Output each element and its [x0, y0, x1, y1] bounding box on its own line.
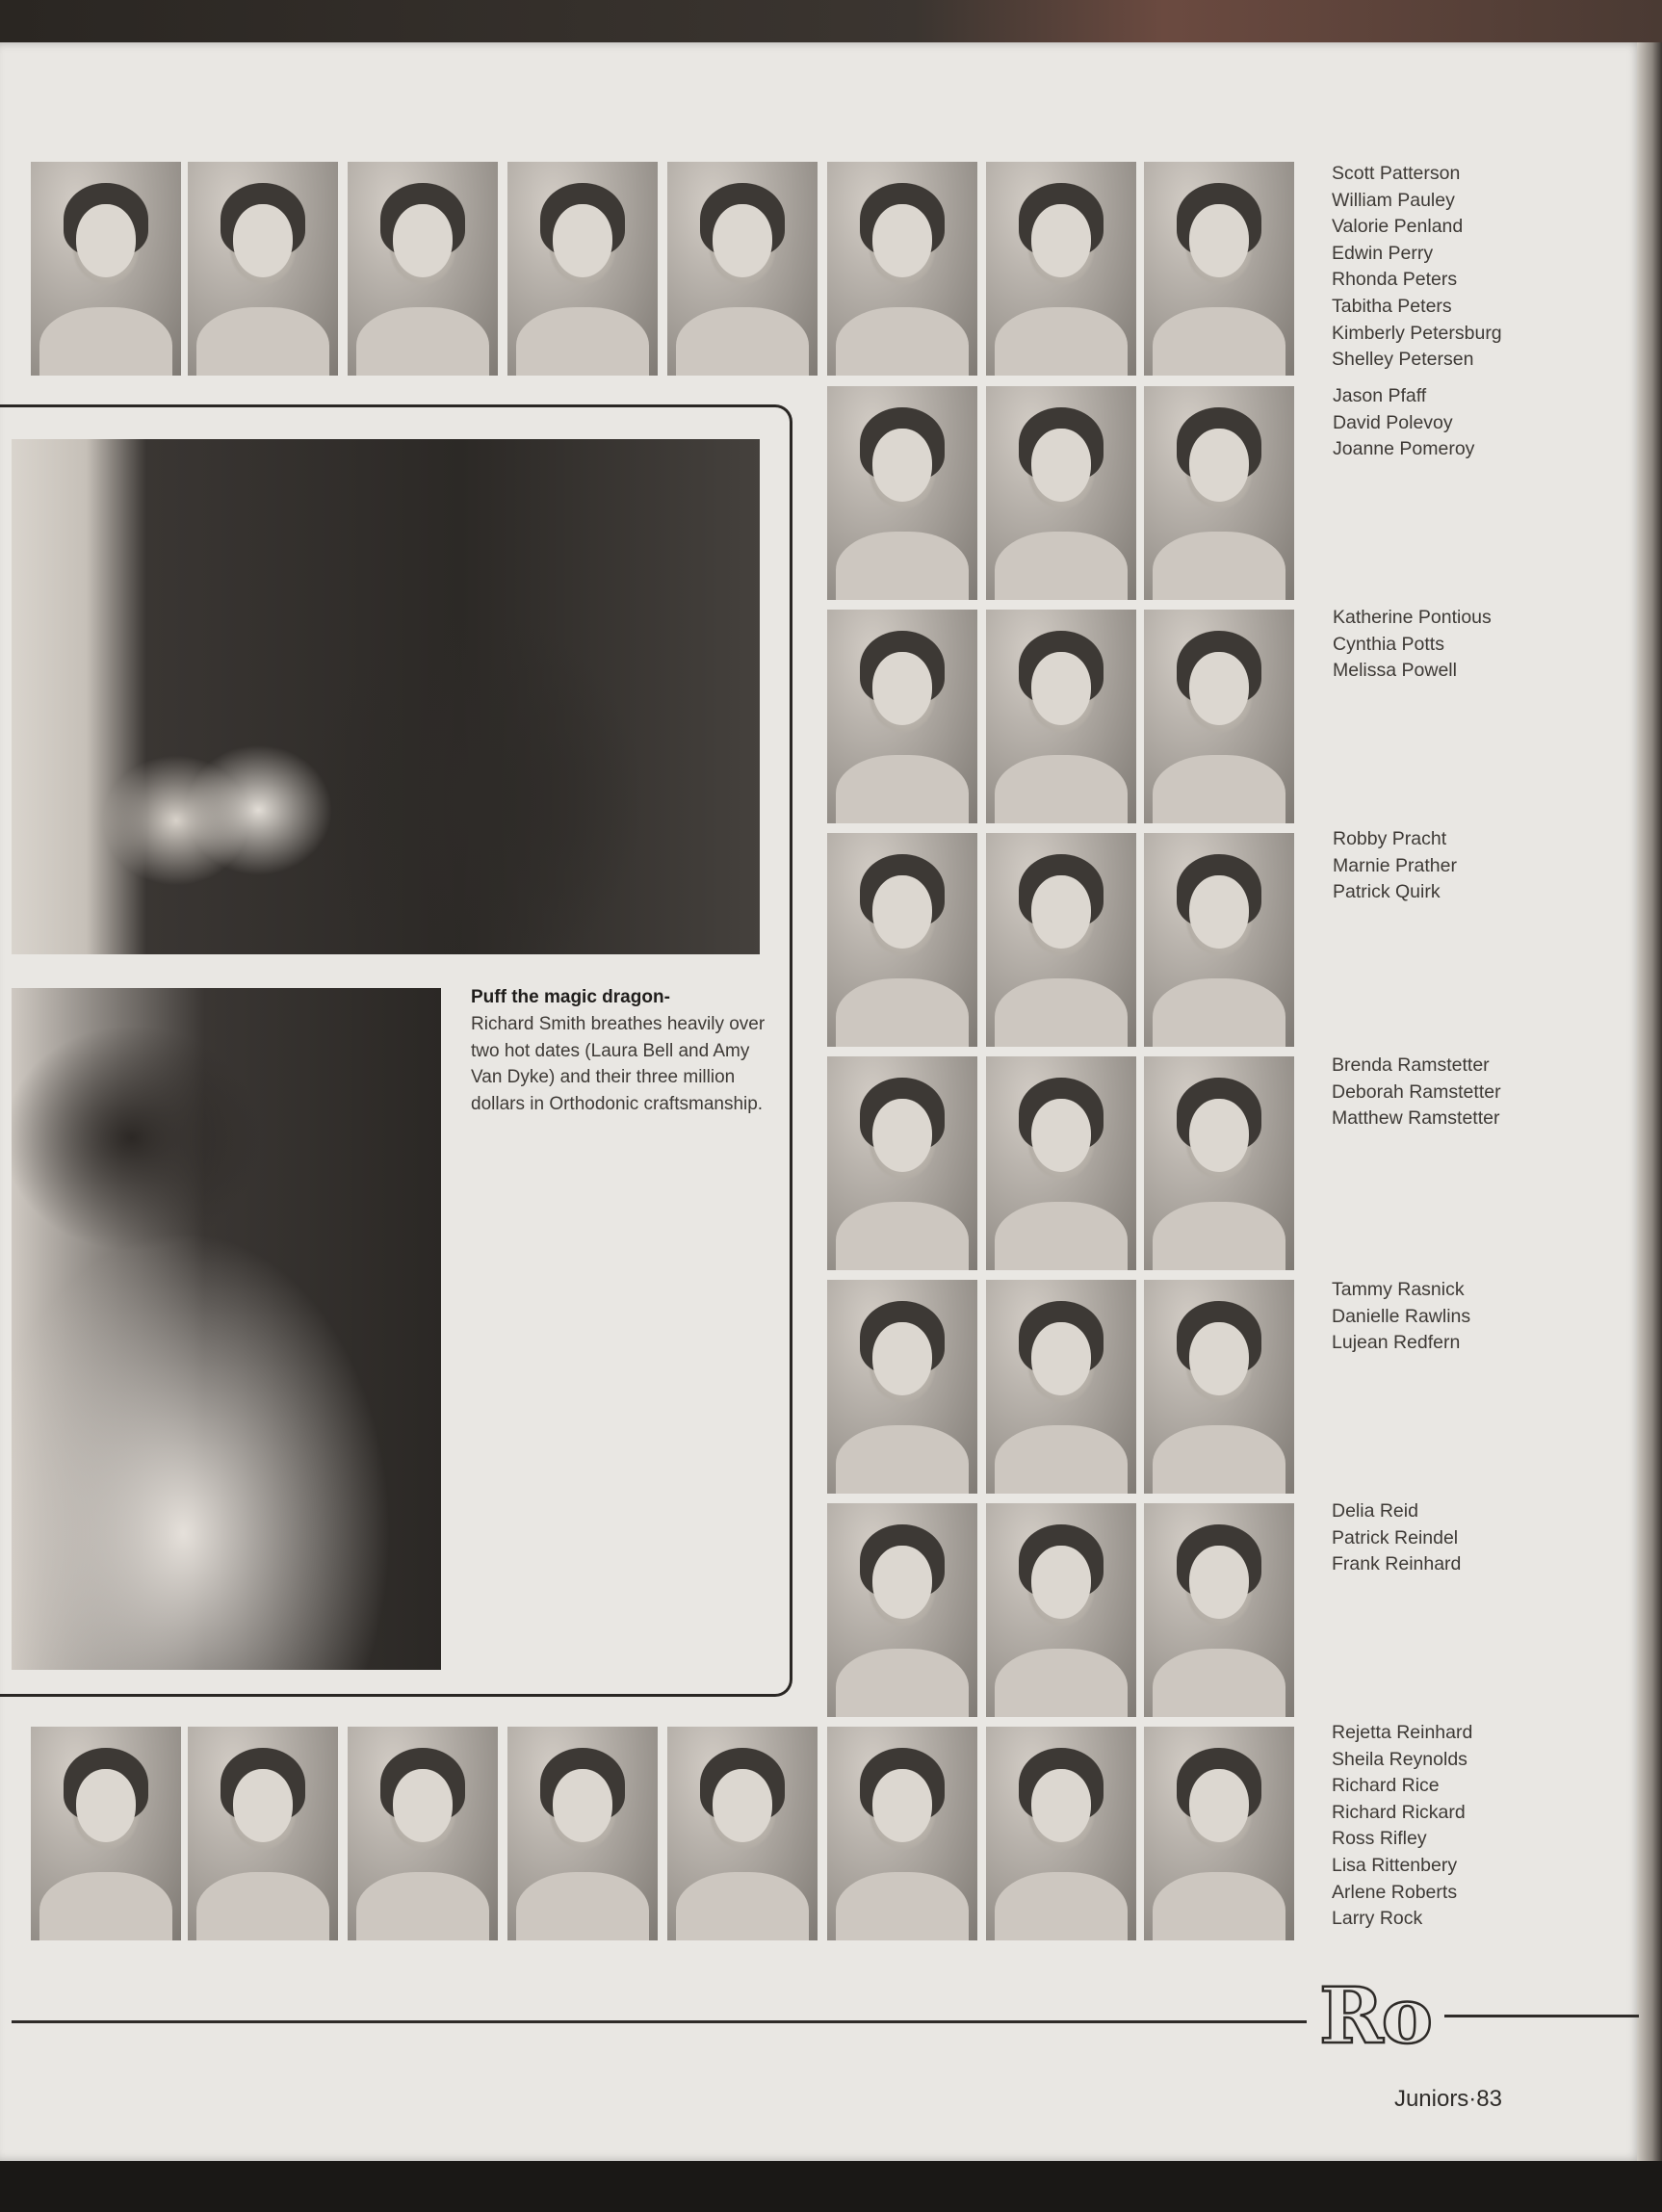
student-portrait [827, 833, 977, 1047]
student-portrait [31, 1727, 181, 1940]
portrait-face [872, 1769, 932, 1841]
student-name: Lujean Redfern [1332, 1332, 1461, 1354]
student-portrait [986, 1280, 1136, 1494]
student-portrait [1144, 1727, 1294, 1940]
portrait-face [1189, 204, 1249, 276]
portrait-shoulders [836, 755, 968, 823]
student-portrait [986, 610, 1136, 823]
scan-background-top [0, 0, 1662, 44]
portrait-shoulders [836, 1202, 968, 1270]
portrait-face [872, 652, 932, 724]
name-list-row-2 [1333, 383, 1474, 463]
portrait-face [1031, 1546, 1091, 1618]
student-portrait [986, 1727, 1136, 1940]
portrait-shoulders [995, 532, 1127, 600]
portrait-shoulders [39, 1872, 171, 1940]
student-portrait [1144, 386, 1294, 600]
portrait-shoulders [196, 307, 328, 376]
portrait-face [1189, 1769, 1249, 1841]
student-portrait [827, 1280, 977, 1494]
student-portrait [986, 1056, 1136, 1270]
portrait-shoulders [836, 1872, 968, 1940]
portrait-shoulders [196, 1872, 328, 1940]
portrait-shoulders [676, 307, 808, 376]
student-name: Melissa Powell [1333, 660, 1457, 682]
student-name: Frank Reinhard [1332, 1553, 1462, 1575]
student-name: Marnie Prather [1333, 854, 1457, 876]
portrait-shoulders [836, 532, 968, 600]
student-name: Brenda Ramstetter [1332, 1054, 1490, 1076]
student-name: David Polevoy [1333, 411, 1453, 433]
student-portrait [1144, 1056, 1294, 1270]
portrait-face [872, 1099, 932, 1171]
student-portrait [1144, 610, 1294, 823]
portrait-shoulders [995, 978, 1127, 1047]
student-name: Katherine Pontious [1333, 607, 1492, 628]
scan-background-bottom [0, 2161, 1662, 2212]
student-name: William Pauley [1332, 189, 1455, 211]
portrait-face [1031, 1322, 1091, 1394]
portrait-face [1031, 429, 1091, 501]
portrait-shoulders [1153, 978, 1285, 1047]
student-portrait [986, 833, 1136, 1047]
student-portrait [507, 162, 658, 376]
student-name: Joanne Pomeroy [1333, 438, 1475, 460]
student-portrait [827, 1727, 977, 1940]
student-portrait [1144, 1280, 1294, 1494]
portrait-face [872, 204, 932, 276]
portrait-face [872, 1546, 932, 1618]
portrait-face [1031, 652, 1091, 724]
section-logo: Ro [1319, 1970, 1431, 2061]
student-name: Robby Pracht [1333, 828, 1447, 849]
student-portrait [507, 1727, 658, 1940]
name-list-row-5 [1332, 1053, 1501, 1132]
portrait-face [713, 1769, 772, 1841]
student-name: Patrick Reindel [1332, 1526, 1459, 1548]
student-portrait [1144, 162, 1294, 376]
student-name: Tammy Rasnick [1332, 1279, 1465, 1300]
footer-rule-left [12, 2020, 1307, 2023]
student-portrait [827, 386, 977, 600]
student-portrait [667, 1727, 818, 1940]
portrait-shoulders [1153, 1649, 1285, 1717]
student-name: Edwin Perry [1332, 242, 1434, 264]
portrait-face [393, 204, 453, 276]
portrait-face [393, 1769, 453, 1841]
student-name: Deborah Ramstetter [1332, 1080, 1501, 1103]
portrait-shoulders [356, 307, 488, 376]
portrait-shoulders [1153, 532, 1285, 600]
name-list-row-4 [1333, 826, 1457, 906]
portrait-face [1031, 1769, 1091, 1841]
student-name: Tabitha Peters [1332, 295, 1452, 317]
name-list-row-1 [1332, 161, 1502, 374]
name-list-row-7 [1332, 1498, 1461, 1578]
portrait-shoulders [836, 1425, 968, 1494]
photo-caption [471, 984, 769, 1118]
portrait-face [872, 1322, 932, 1394]
student-portrait [827, 610, 977, 823]
candid-photo-group [12, 439, 760, 954]
page-edge [1637, 42, 1662, 2161]
student-portrait [31, 162, 181, 376]
caption-text: Richard Smith breathes heavily over two hot dates (Laura Bell and Amy Van Dyke) and their three million dollars in Orthodonic craftsmanship. [471, 1013, 766, 1115]
portrait-face [1189, 1099, 1249, 1171]
student-portrait [986, 1503, 1136, 1717]
student-portrait [1144, 1503, 1294, 1717]
portrait-shoulders [1153, 1202, 1285, 1270]
student-name: Rhonda Peters [1332, 269, 1458, 291]
student-name: Rejetta Reinhard [1332, 1722, 1473, 1743]
portrait-shoulders [1153, 1872, 1285, 1940]
student-name: Matthew Ramstetter [1332, 1107, 1500, 1130]
portrait-face [1189, 875, 1249, 948]
name-list-row-3 [1333, 605, 1492, 685]
portrait-shoulders [995, 307, 1127, 376]
student-name: Shelley Petersen [1332, 349, 1474, 371]
portrait-face [1189, 1546, 1249, 1618]
portrait-shoulders [836, 307, 968, 376]
portrait-face [553, 204, 612, 276]
student-portrait [1144, 833, 1294, 1047]
student-name: Danielle Rawlins [1332, 1305, 1471, 1327]
portrait-face [1189, 1322, 1249, 1394]
student-portrait [188, 1727, 338, 1940]
student-name: Kimberly Petersburg [1332, 322, 1502, 344]
portrait-face [553, 1769, 612, 1841]
page-folio: Juniors·83 [1393, 2086, 1502, 2112]
footer-rule-right [1444, 2015, 1639, 2017]
portrait-face [1189, 429, 1249, 501]
portrait-shoulders [995, 1202, 1127, 1270]
student-name: Sheila Reynolds [1332, 1748, 1467, 1770]
portrait-shoulders [676, 1872, 808, 1940]
student-name: Ross Rifley [1332, 1828, 1427, 1850]
portrait-face [872, 875, 932, 948]
student-portrait [667, 162, 818, 376]
portrait-face [233, 204, 293, 276]
portrait-shoulders [995, 755, 1127, 823]
portrait-shoulders [39, 307, 171, 376]
student-name: Scott Patterson [1332, 163, 1461, 184]
student-portrait [827, 1503, 977, 1717]
portrait-face [1189, 652, 1249, 724]
student-name: Cynthia Potts [1333, 633, 1444, 655]
portrait-shoulders [995, 1649, 1127, 1717]
student-name: Delia Reid [1332, 1500, 1418, 1522]
portrait-shoulders [836, 978, 968, 1047]
name-list-row-6 [1332, 1277, 1470, 1357]
portrait-face [76, 204, 136, 276]
portrait-face [713, 204, 772, 276]
student-name: Arlene Roberts [1332, 1881, 1458, 1903]
student-portrait [188, 162, 338, 376]
portrait-shoulders [1153, 755, 1285, 823]
portrait-face [233, 1769, 293, 1841]
student-portrait [348, 162, 498, 376]
student-name: Jason Pfaff [1333, 385, 1427, 406]
portrait-face [872, 429, 932, 501]
student-portrait [348, 1727, 498, 1940]
student-name: Patrick Quirk [1333, 881, 1441, 903]
portrait-face [1031, 204, 1091, 276]
caption-title: Puff the magic dragon- [471, 987, 670, 1007]
candid-photo-girl [12, 988, 441, 1670]
portrait-shoulders [995, 1872, 1127, 1940]
portrait-shoulders [516, 1872, 648, 1940]
portrait-face [76, 1769, 136, 1841]
portrait-shoulders [356, 1872, 488, 1940]
portrait-shoulders [516, 307, 648, 376]
student-portrait [827, 1056, 977, 1270]
portrait-face [1031, 1099, 1091, 1171]
portrait-face [1031, 875, 1091, 948]
student-name: Valorie Penland [1332, 216, 1464, 238]
student-name: Richard Rice [1332, 1775, 1440, 1797]
student-portrait [827, 162, 977, 376]
student-name: Larry Rock [1332, 1908, 1423, 1930]
portrait-shoulders [836, 1649, 968, 1717]
portrait-shoulders [1153, 307, 1285, 376]
student-portrait [986, 162, 1136, 376]
student-name: Richard Rickard [1332, 1801, 1466, 1823]
student-name: Lisa Rittenbery [1332, 1854, 1458, 1876]
portrait-shoulders [1153, 1425, 1285, 1494]
student-portrait [986, 386, 1136, 600]
portrait-shoulders [995, 1425, 1127, 1494]
name-list-row-8 [1332, 1720, 1472, 1933]
